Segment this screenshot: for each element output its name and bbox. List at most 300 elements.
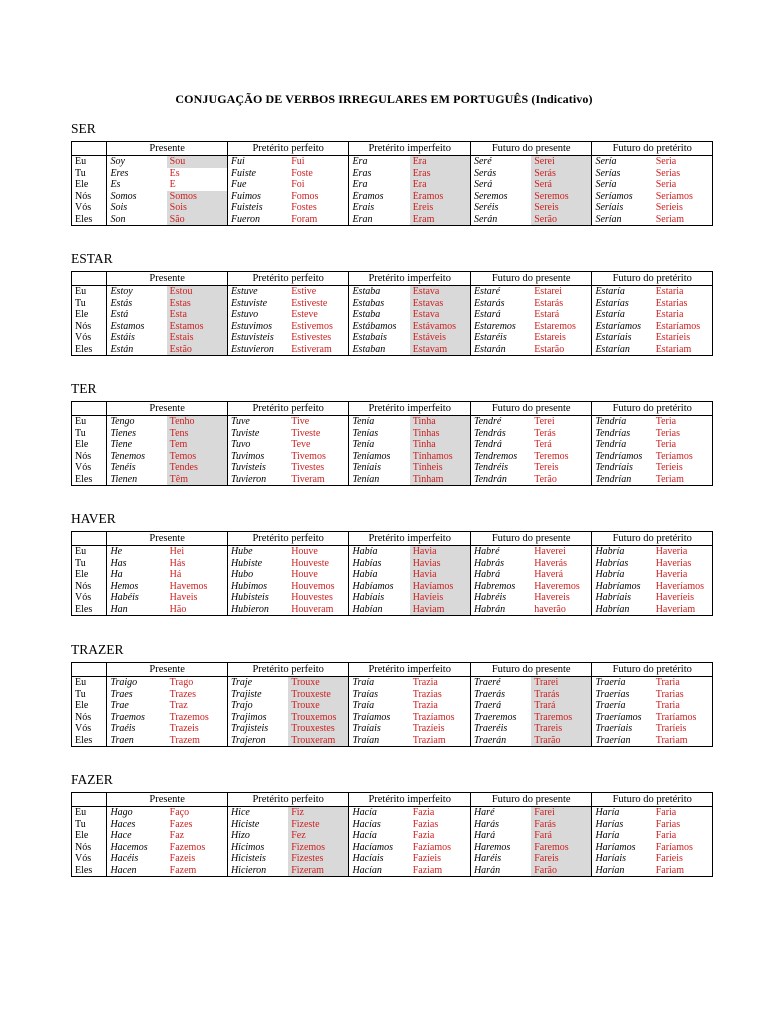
table-row — [72, 712, 713, 724]
tense-header: Presente — [107, 793, 228, 807]
portuguese-form: Trazes — [167, 689, 228, 701]
spanish-form: Traía — [352, 677, 375, 688]
spanish-form: Estaré — [473, 286, 501, 297]
spanish-form: Tuvisteis — [230, 462, 266, 473]
spanish-form: Estuvieron — [227, 344, 288, 356]
pronoun-cell: Ele — [72, 179, 107, 191]
spanish-form: Tendríamos — [595, 450, 643, 462]
spanish-form: Hube — [230, 546, 253, 557]
portuguese-form: Trazia — [410, 700, 471, 712]
document-title: CONJUGAÇÃO DE VERBOS IRREGULARES EM PORTUGUÊS (Indicativo) — [175, 92, 593, 106]
spanish-form: Están — [107, 344, 167, 356]
spanish-form: Hacías — [352, 818, 381, 830]
portuguese-form: Havíamos — [410, 581, 471, 593]
spanish-form: Habrán — [470, 604, 531, 616]
conjugation-table — [71, 271, 713, 356]
spanish-form: Tuvo — [230, 439, 251, 450]
spanish-form: Traes — [110, 688, 133, 700]
portuguese-form: Trarás — [531, 689, 592, 701]
portuguese-form: Fazias — [410, 819, 471, 831]
pronoun-cell: Eu — [72, 807, 107, 819]
spanish-form: Teníamos — [352, 450, 391, 462]
spanish-form: Habré — [473, 546, 500, 557]
conjugation-table — [71, 141, 713, 226]
portuguese-form: Teremos — [531, 451, 592, 463]
spanish-form: Estará — [473, 309, 501, 320]
pronoun-cell: Nós — [72, 451, 107, 463]
portuguese-form: Estas — [167, 298, 228, 310]
spanish-form: Habíais — [352, 592, 385, 603]
spanish-form: Habrás — [473, 557, 504, 569]
tense-header: Presente — [107, 402, 228, 416]
portuguese-form: Fazemos — [167, 842, 228, 854]
spanish-form: Haríamos — [595, 841, 636, 853]
spanish-form: Hubimos — [230, 580, 268, 592]
table-row — [72, 321, 713, 333]
portuguese-form: Faremos — [531, 842, 592, 854]
pronoun-cell: Eu — [72, 416, 107, 428]
portuguese-form: Havíeis — [410, 592, 471, 604]
portuguese-form: Trago — [167, 677, 228, 689]
table-row — [72, 807, 713, 819]
portuguese-form: Haverias — [653, 558, 713, 570]
spanish-form: Tenía — [352, 439, 375, 450]
portuguese-form: Fui — [288, 156, 349, 168]
portuguese-form: Trazem — [167, 735, 228, 747]
spanish-form: Éramos — [352, 190, 384, 202]
spanish-form: Hará — [473, 830, 496, 841]
spanish-form: Habías — [352, 557, 382, 569]
portuguese-form: Fazeis — [167, 853, 228, 865]
header-corner — [72, 793, 107, 807]
portuguese-form: Tendes — [167, 462, 228, 474]
pronoun-cell: Ele — [72, 830, 107, 842]
spanish-form: Estáis — [110, 332, 135, 343]
portuguese-form: Eras — [410, 168, 471, 180]
portuguese-form: Foste — [288, 168, 349, 180]
spanish-form: Fui — [230, 156, 245, 167]
portuguese-form: Teria — [653, 416, 713, 428]
portuguese-form: Trouxeram — [288, 735, 349, 747]
portuguese-form: Faço — [167, 807, 228, 819]
pronoun-cell: Vós — [72, 853, 107, 865]
portuguese-form: Seríamos — [653, 191, 713, 203]
portuguese-form: Teria — [653, 439, 713, 451]
spanish-form: Habrían — [592, 604, 653, 616]
spanish-form: Traeríamos — [595, 711, 642, 723]
portuguese-form: Terei — [531, 416, 592, 428]
portuguese-form: Teve — [288, 439, 349, 451]
portuguese-form: Havereis — [531, 592, 592, 604]
portuguese-form: Tinham — [410, 474, 471, 486]
spanish-form: Tendréis — [473, 462, 509, 473]
spanish-form: Estaríamos — [595, 320, 642, 332]
tense-header: Futuro do presente — [470, 142, 592, 156]
spanish-form: Era — [352, 156, 368, 167]
portuguese-form: Trarei — [531, 677, 592, 689]
portuguese-form: Haveis — [167, 592, 228, 604]
spanish-form: Traías — [352, 688, 379, 700]
portuguese-form: Fizestes — [288, 853, 349, 865]
portuguese-form: Serias — [653, 168, 713, 180]
spanish-form: Tienen — [107, 474, 167, 486]
portuguese-form: Tinha — [410, 439, 471, 451]
portuguese-form: Traria — [653, 677, 713, 689]
spanish-form: Hacemos — [110, 841, 148, 853]
table-row — [72, 298, 713, 310]
spanish-form: Fue — [230, 179, 247, 190]
spanish-form: Traeré — [473, 677, 501, 688]
spanish-form: Tendrá — [473, 439, 502, 450]
portuguese-form: Fazem — [167, 865, 228, 877]
spanish-form: Tendremos — [473, 450, 518, 462]
spanish-form: Tendría — [595, 439, 627, 450]
pronoun-cell: Vós — [72, 462, 107, 474]
portuguese-form: Terias — [653, 428, 713, 440]
portuguese-form: Seria — [653, 156, 713, 168]
conjugation-table — [71, 531, 713, 616]
portuguese-form: Houveram — [288, 604, 349, 616]
portuguese-form: Trareis — [531, 723, 592, 735]
spanish-form: Traéis — [110, 723, 136, 734]
spanish-form: Soy — [110, 156, 125, 167]
spanish-form: Teníais — [352, 462, 381, 473]
portuguese-form: Eram — [410, 214, 471, 226]
tense-header: Futuro do pretérito — [592, 142, 713, 156]
table-row — [72, 191, 713, 203]
spanish-form: Trajo — [230, 700, 253, 711]
pronoun-cell: Eu — [72, 156, 107, 168]
portuguese-form: Faria — [653, 830, 713, 842]
portuguese-form: Estáveis — [410, 332, 471, 344]
spanish-form: Serías — [595, 167, 621, 179]
portuguese-form: Estarei — [531, 286, 592, 298]
portuguese-form: Serão — [531, 214, 592, 226]
spanish-form: Hacíamos — [352, 841, 393, 853]
tense-header: Presente — [107, 532, 228, 546]
table-row — [72, 462, 713, 474]
spanish-form: Trajisteis — [230, 723, 269, 734]
table-row — [72, 865, 713, 877]
spanish-form: Hacen — [107, 865, 167, 877]
pronoun-cell: Nós — [72, 712, 107, 724]
table-row — [72, 546, 713, 558]
tense-header: Pretérito perfeito — [227, 793, 349, 807]
pronoun-cell: Eles — [72, 865, 107, 877]
portuguese-form: Estaremos — [531, 321, 592, 333]
portuguese-form: Foi — [288, 179, 349, 191]
portuguese-form: Teríeis — [653, 462, 713, 474]
portuguese-form: Houve — [288, 569, 349, 581]
pronoun-cell: Tu — [72, 819, 107, 831]
portuguese-form: Fazes — [167, 819, 228, 831]
table-row — [72, 677, 713, 689]
conjugation-table — [71, 401, 713, 486]
table-row — [72, 604, 713, 616]
tense-header: Presente — [107, 663, 228, 677]
spanish-form: Habíamos — [352, 580, 394, 592]
spanish-form: Fuiste — [230, 167, 256, 179]
portuguese-form: Haverás — [531, 558, 592, 570]
spanish-form: Estuviste — [230, 297, 268, 309]
portuguese-form: Fazia — [410, 807, 471, 819]
portuguese-form: Será — [531, 179, 592, 191]
portuguese-form: Traríeis — [653, 723, 713, 735]
tense-header: Futuro do presente — [470, 793, 592, 807]
portuguese-form: Estaríamos — [653, 321, 713, 333]
spanish-form: Erais — [352, 202, 375, 213]
pronoun-cell: Ele — [72, 569, 107, 581]
portuguese-form: Seria — [653, 179, 713, 191]
portuguese-form: Estaríeis — [653, 332, 713, 344]
spanish-form: Estoy — [110, 286, 133, 297]
tense-header: Pretérito perfeito — [227, 532, 349, 546]
portuguese-form: Havia — [410, 546, 471, 558]
portuguese-form: Fizeste — [288, 819, 349, 831]
spanish-form: Estaríais — [595, 332, 632, 343]
header-corner — [72, 663, 107, 677]
pronoun-cell: Ele — [72, 309, 107, 321]
tense-header: Futuro do presente — [470, 402, 592, 416]
tense-header: Pretérito imperfeito — [349, 532, 471, 546]
spanish-form: Había — [352, 546, 378, 557]
spanish-form: Estabas — [352, 297, 385, 309]
spanish-form: Seríais — [595, 202, 624, 213]
portuguese-form: Fiz — [288, 807, 349, 819]
portuguese-form: Tereis — [531, 462, 592, 474]
spanish-form: Seré — [473, 156, 492, 167]
spanish-form: Tienes — [110, 427, 136, 439]
spanish-form: Tendríais — [595, 462, 633, 473]
spanish-form: Estarán — [470, 344, 531, 356]
spanish-form: Eran — [349, 214, 410, 226]
pronoun-cell: Nós — [72, 321, 107, 333]
pronoun-cell: Eles — [72, 735, 107, 747]
portuguese-form: Houveste — [288, 558, 349, 570]
tense-header: Pretérito perfeito — [227, 142, 349, 156]
spanish-form: Sois — [110, 202, 128, 213]
spanish-form: Había — [352, 569, 378, 580]
spanish-form: Hubiste — [230, 557, 263, 569]
verb-block-ser — [71, 121, 714, 226]
spanish-form: Estarías — [595, 297, 629, 309]
pronoun-cell: Nós — [72, 191, 107, 203]
portuguese-form: Terão — [531, 474, 592, 486]
portuguese-form: Tínhamos — [410, 451, 471, 463]
spanish-form: Haremos — [473, 841, 511, 853]
portuguese-form: Tens — [167, 428, 228, 440]
portuguese-form: Trouxeste — [288, 689, 349, 701]
spanish-form: Harían — [592, 865, 653, 877]
portuguese-form: Estiveste — [288, 298, 349, 310]
verb-block-haver — [71, 511, 714, 616]
spanish-form: Habremos — [473, 580, 516, 592]
portuguese-form: Sereis — [531, 202, 592, 214]
spanish-form: Estuvisteis — [230, 332, 274, 343]
pronoun-cell: Tu — [72, 428, 107, 440]
header-corner — [72, 532, 107, 546]
tense-header: Futuro do presente — [470, 532, 592, 546]
portuguese-form: Fazíamos — [410, 842, 471, 854]
spanish-form: Tiene — [110, 439, 133, 450]
portuguese-form: Seremos — [531, 191, 592, 203]
portuguese-form: Trazíeis — [410, 723, 471, 735]
portuguese-form: haverão — [531, 604, 592, 616]
portuguese-form: Fazia — [410, 830, 471, 842]
portuguese-form: Estareis — [531, 332, 592, 344]
spanish-form: Estuvo — [230, 309, 259, 320]
portuguese-form: Seriam — [653, 214, 713, 226]
portuguese-form: Fez — [288, 830, 349, 842]
portuguese-form: Farei — [531, 807, 592, 819]
verb-heading: TRAZER — [71, 642, 124, 657]
portuguese-form: Traziam — [410, 735, 471, 747]
spanish-form: Hacéis — [110, 853, 139, 864]
spanish-form: Traería — [595, 700, 626, 711]
spanish-form: Trae — [110, 700, 129, 711]
spanish-form: Han — [107, 604, 167, 616]
table-row — [72, 474, 713, 486]
spanish-form: Traían — [349, 735, 410, 747]
spanish-form: Traen — [107, 735, 167, 747]
spanish-form: Habían — [349, 604, 410, 616]
spanish-form: Estarás — [473, 297, 505, 309]
table-row — [72, 332, 713, 344]
portuguese-form: Trouxemos — [288, 712, 349, 724]
portuguese-form: Hão — [167, 604, 228, 616]
portuguese-form: Haverei — [531, 546, 592, 558]
table-row — [72, 344, 713, 356]
spanish-form: Traeréis — [473, 723, 508, 734]
portuguese-form: Trarão — [531, 735, 592, 747]
table-row — [72, 569, 713, 581]
verb-block-estar — [71, 251, 714, 356]
portuguese-form: Haverá — [531, 569, 592, 581]
spanish-form: Traerá — [473, 700, 502, 711]
spanish-form: Hice — [230, 807, 250, 818]
portuguese-form: Tinha — [410, 416, 471, 428]
spanish-form: Hubisteis — [230, 592, 269, 603]
spanish-form: Tenemos — [110, 450, 146, 462]
portuguese-form: Terás — [531, 428, 592, 440]
portuguese-form: E — [167, 179, 228, 191]
spanish-form: Traíamos — [352, 711, 391, 723]
portuguese-form: Haviam — [410, 604, 471, 616]
spanish-form: Hacíais — [352, 853, 384, 864]
portuguese-form: Teríamos — [653, 451, 713, 463]
table-row — [72, 689, 713, 701]
spanish-form: Estuvimos — [230, 320, 273, 332]
spanish-form: Hicieron — [227, 865, 288, 877]
portuguese-form: São — [167, 214, 228, 226]
table-row — [72, 214, 713, 226]
verb-heading: ESTAR — [71, 251, 113, 266]
table-row — [72, 168, 713, 180]
spanish-form: Estaría — [595, 309, 625, 320]
tense-header: Pretérito imperfeito — [349, 402, 471, 416]
table-row — [72, 842, 713, 854]
tense-header: Futuro do pretérito — [592, 793, 713, 807]
portuguese-form: Temos — [167, 451, 228, 463]
portuguese-form: Fará — [531, 830, 592, 842]
spanish-form: Habríamos — [595, 580, 641, 592]
tense-header: Pretérito perfeito — [227, 402, 349, 416]
spanish-form: Seríamos — [595, 190, 633, 202]
spanish-form: Será — [473, 179, 493, 190]
portuguese-form: Fazíeis — [410, 853, 471, 865]
tense-header: Futuro do presente — [470, 663, 592, 677]
spanish-form: Tendría — [595, 416, 627, 427]
spanish-form: Traerás — [473, 688, 506, 700]
spanish-form: Estaría — [595, 286, 625, 297]
table-row — [72, 581, 713, 593]
portuguese-form: Estivestes — [288, 332, 349, 344]
portuguese-form: Estaria — [653, 286, 713, 298]
spanish-form: Hicimos — [230, 841, 265, 853]
pronoun-cell: Eles — [72, 474, 107, 486]
spanish-form: Estaba — [352, 309, 381, 320]
portuguese-form: Estarias — [653, 298, 713, 310]
portuguese-form: Trazia — [410, 677, 471, 689]
portuguese-form: Éramos — [410, 191, 471, 203]
table-row — [72, 735, 713, 747]
spanish-form: Estaba — [352, 286, 381, 297]
portuguese-form: Faziam — [410, 865, 471, 877]
verb-block-trazer — [71, 642, 714, 747]
spanish-form: Tenéis — [110, 462, 136, 473]
portuguese-form: Faríeis — [653, 853, 713, 865]
portuguese-form: Haveremos — [531, 581, 592, 593]
spanish-form: Trajimos — [230, 711, 267, 723]
portuguese-form: Estava — [410, 309, 471, 321]
spanish-form: Tendrían — [592, 474, 653, 486]
portuguese-form: Haveria — [653, 569, 713, 581]
pronoun-cell: Eles — [72, 344, 107, 356]
table-row — [72, 830, 713, 842]
spanish-form: Tenía — [352, 416, 375, 427]
spanish-form: Traerán — [470, 735, 531, 747]
table-row — [72, 179, 713, 191]
spanish-form: Estábamos — [352, 320, 397, 332]
table-row — [72, 416, 713, 428]
spanish-form: Habría — [595, 546, 625, 557]
pronoun-cell: Vós — [72, 592, 107, 604]
verb-block-ter — [71, 381, 714, 486]
portuguese-form: Sois — [167, 202, 228, 214]
tense-header: Pretérito imperfeito — [349, 793, 471, 807]
spanish-form: Hacía — [352, 807, 377, 818]
portuguese-form: Farão — [531, 865, 592, 877]
portuguese-form: Trazias — [410, 689, 471, 701]
tense-header: Futuro do presente — [470, 272, 592, 286]
portuguese-form: Estamos — [167, 321, 228, 333]
spanish-form: Traje — [230, 677, 253, 688]
portuguese-form: Tivemos — [288, 451, 349, 463]
table-row — [72, 853, 713, 865]
portuguese-form: Estão — [167, 344, 228, 356]
spanish-form: Traería — [595, 677, 626, 688]
table-row — [72, 309, 713, 321]
spanish-form: Hacían — [349, 865, 410, 877]
pronoun-cell: Eu — [72, 286, 107, 298]
portuguese-form: Havemos — [167, 581, 228, 593]
portuguese-form: Era — [410, 179, 471, 191]
spanish-form: Tuviste — [230, 427, 260, 439]
table-row — [72, 723, 713, 735]
portuguese-form: Seríeis — [653, 202, 713, 214]
spanish-form: Has — [110, 557, 127, 569]
conjugation-table — [71, 792, 713, 877]
